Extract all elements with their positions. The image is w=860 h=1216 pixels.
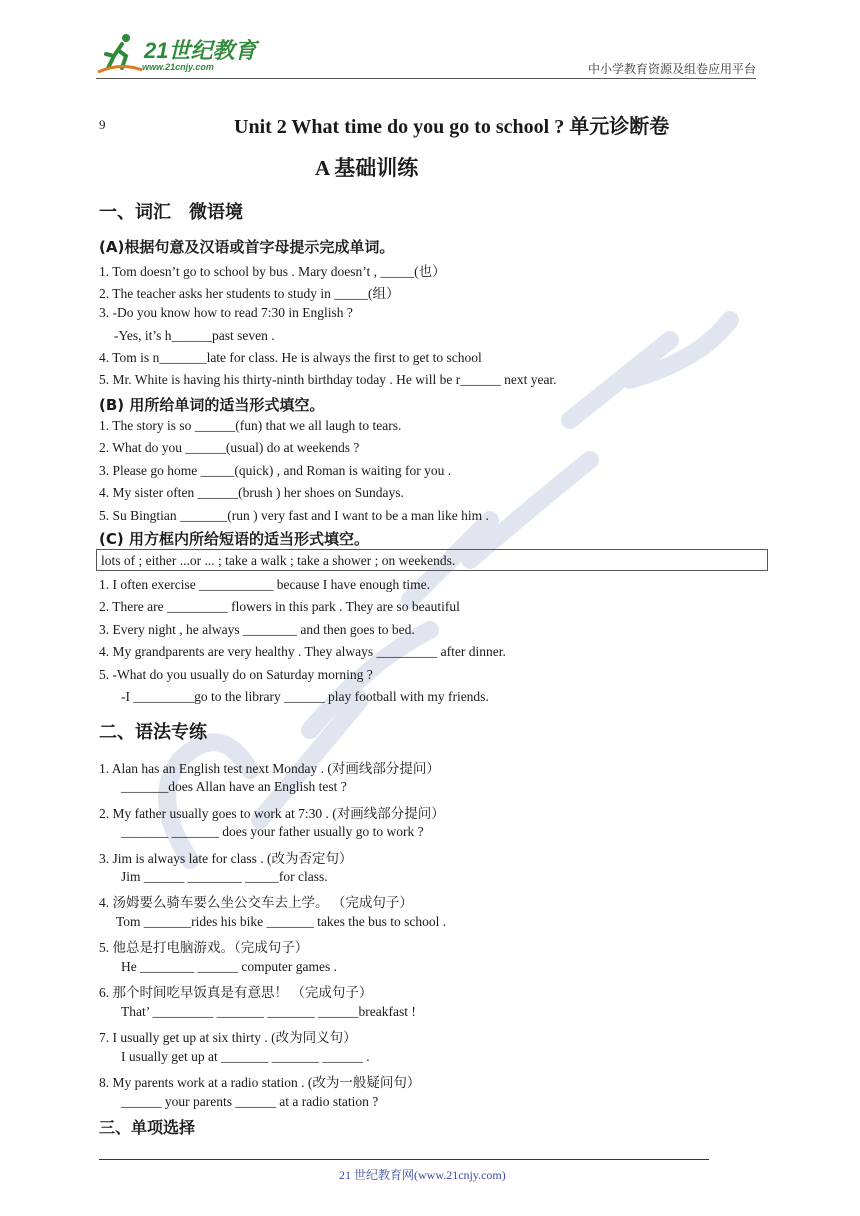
- exercise-line: That’ _________ _______ _______ ______breakfast !: [121, 1004, 416, 1019]
- part-b-heading: (B) 用所给单词的适当形式填空。: [99, 396, 325, 414]
- part-a-heading: (A)根据句意及汉语或首字母提示完成单词。: [99, 238, 395, 256]
- exercise-line: 4. My grandparents are very healthy . They always _________ after dinner.: [99, 644, 506, 659]
- exercise-line: _______ _______ does your father usually go to work ?: [121, 824, 424, 839]
- exercise-line: 4. 汤姆要么骑车要么坐公交车去上学。 （完成句子）: [99, 895, 413, 910]
- page-title: Unit 2 What time do you go to school ? 单元诊断卷: [234, 116, 670, 138]
- platform-label: 中小学教育资源及组卷应用平台: [587, 62, 756, 76]
- section-heading-grammar: 二、语法专练: [99, 722, 207, 743]
- exercise-line: 2. What do you ______(usual) do at weekends ?: [99, 440, 360, 455]
- exercise-line: _______does Allan have an English test ?: [121, 779, 347, 794]
- exercise-line: 5. Su Bingtian _______(run ) very fast and I want to be a man like him .: [99, 508, 489, 523]
- page-subtitle: A 基础训练: [315, 156, 419, 180]
- exercise-line: 3. Every night , he always ________ and then goes to bed.: [99, 622, 415, 637]
- exercise-line: 7. I usually get up at six thirty . (改为同义句）: [99, 1030, 357, 1045]
- exercise-line: 3. Jim is always late for class . (改为否定句）: [99, 851, 353, 866]
- exercise-line: 1. Alan has an English test next Monday . (对画线部分提问）: [99, 761, 440, 776]
- exercise-line: 4. My sister often ______(brush ) her shoes on Sundays.: [99, 485, 404, 500]
- exercise-line: 1. The story is so ______(fun) that we all laugh to tears.: [99, 418, 402, 433]
- header-divider: [96, 78, 756, 79]
- exercise-line: 2. My father usually goes to work at 7:30 . (对画线部分提问）: [99, 806, 445, 821]
- logo-url: www.21cnjy.com: [142, 62, 214, 72]
- exercise-line: ______ your parents ______ at a radio station ?: [121, 1094, 379, 1109]
- exercise-line: 5. -What do you usually do on Saturday morning ?: [99, 667, 373, 682]
- exercise-line: 8. My parents work at a radio station . (改为一般疑问句）: [99, 1075, 421, 1090]
- footer-divider: [99, 1159, 709, 1160]
- exercise-line: 2. The teacher asks her students to study in _____(组）: [99, 286, 400, 301]
- exercise-line: 3. Please go home _____(quick) , and Roman is waiting for you .: [99, 463, 452, 478]
- phrase-box: [96, 549, 768, 571]
- section-heading-choice: 三、单项选择: [99, 1118, 196, 1137]
- exercise-line: 1. Tom doesn’t go to school by bus . Mary doesn’t , _____(也）: [99, 264, 446, 279]
- exercise-line: -I _________go to the library ______ play football with my friends.: [121, 689, 489, 704]
- phrase-list: lots of ; either ...or ... ; take a walk ; take a shower ; on weekends.: [101, 553, 456, 568]
- runner-logo-icon: [96, 32, 144, 78]
- exercise-line: 6. 那个时间吃早饭真是有意思！ （完成句子）: [99, 985, 373, 1000]
- exercise-line: I usually get up at _______ _______ ______ .: [121, 1049, 370, 1064]
- page-header: [0, 0, 860, 82]
- exercise-line: 3. -Do you know how to read 7:30 in English ?: [99, 305, 353, 320]
- exercise-line: 2. There are _________ flowers in this park . They are so beautiful: [99, 599, 460, 614]
- exercise-line: 5. 他总是打电脑游戏。（完成句子）: [99, 940, 309, 955]
- exercise-line: Tom _______rides his bike _______ takes the bus to school .: [116, 914, 447, 929]
- logo-text: 21世纪教育: [144, 38, 257, 63]
- exercise-line: -Yes, it’s h______past seven .: [114, 328, 275, 343]
- page-number: 9: [99, 117, 106, 132]
- exercise-line: 4. Tom is n_______late for class. He is always the first to get to school: [99, 350, 482, 365]
- section-heading-vocabulary: 一、词汇 微语境: [99, 202, 243, 223]
- exercise-line: Jim ______ ________ _____for class.: [121, 869, 328, 884]
- exercise-line: 5. Mr. White is having his thirty-ninth birthday today . He will be r______ next year.: [99, 372, 557, 387]
- footer-text[interactable]: 21 世纪教育网(www.21cnjy.com): [339, 1168, 506, 1182]
- exercise-line: 1. I often exercise ___________ because I have enough time.: [99, 577, 431, 592]
- exercise-line: He ________ ______ computer games .: [121, 959, 337, 974]
- logo: [96, 32, 266, 78]
- part-c-heading: (C) 用方框内所给短语的适当形式填空。: [99, 530, 369, 548]
